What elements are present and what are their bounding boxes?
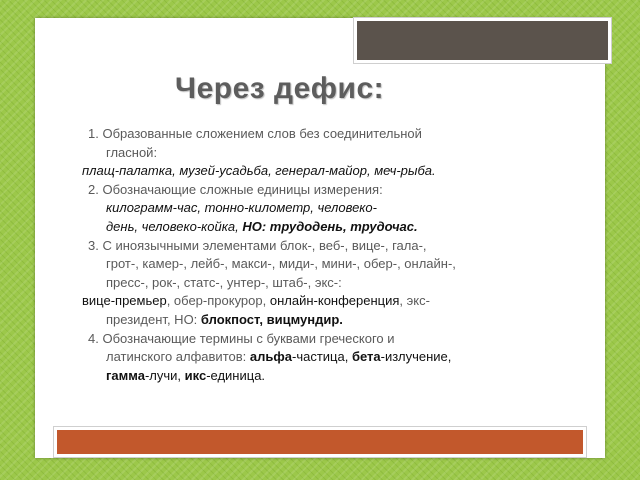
examples-line: килограмм-час, тонно-километр, человеко- <box>106 200 377 216</box>
example-word: икс <box>184 367 207 383</box>
example-word: -лучи, <box>144 367 185 383</box>
examples-line <box>88 218 558 237</box>
example-word: вице-премьер <box>82 293 167 309</box>
item-number: 4. <box>88 330 99 346</box>
example-word: -излучение, <box>380 349 452 365</box>
examples-line <box>88 367 558 386</box>
example-word: -частица, <box>291 349 352 365</box>
examples-line <box>82 292 558 311</box>
rules-list <box>82 125 558 385</box>
example-sep: , экс- <box>399 293 430 309</box>
bottom-decor-bar <box>54 427 586 457</box>
list-item-3 <box>88 237 558 256</box>
exception-examples: НО: трудодень, трудочас. <box>242 218 418 234</box>
examples-line <box>88 311 558 330</box>
item-text-cont: пресс-, рок-, статс-, унтер-, штаб-, экс-: <box>106 274 342 290</box>
example-word: бета <box>351 349 381 365</box>
top-decor-bar <box>354 18 611 63</box>
item-number: 2. <box>88 181 99 197</box>
item-text: С иноязычными элементами блок-, веб-, вице-, гала-, <box>102 237 427 253</box>
examples: день, человеко-койка, <box>106 218 239 234</box>
example-word: президент <box>106 311 167 327</box>
item-text-cont: гласной: <box>106 144 158 160</box>
item-text-cont <box>88 348 558 367</box>
list-item-4 <box>88 330 558 349</box>
list-item-1 <box>88 125 558 144</box>
list-item-2 <box>88 181 558 200</box>
examples-line: плащ-палатка, музей-усадьба, генерал-майор, меч-рыба. <box>82 163 436 179</box>
example-sep: , обер-прокурор, <box>166 293 270 309</box>
item-number: 3. <box>88 237 99 253</box>
example-word: онлайн-конференция <box>269 293 400 309</box>
example-word: -единица. <box>206 367 266 383</box>
example-word: гамма <box>106 367 145 383</box>
item-number: 1. <box>88 126 99 141</box>
item-text: Обозначающие сложные единицы измерения: <box>102 181 383 197</box>
item-text: Образованные сложением слов без соединительной <box>102 126 422 141</box>
exception-label: , НО: <box>166 311 201 327</box>
item-text: Обозначающие термины с буквами греческого и <box>102 330 395 346</box>
exception-examples: блокпост, вицмундир. <box>200 311 343 327</box>
item-text: латинского алфавитов: <box>106 349 247 365</box>
slide-title: Через дефис: <box>175 72 385 105</box>
item-text-cont: грот-, камер-, лейб-, макси-, миди-, мини-, обер-, онлайн-, <box>106 256 456 272</box>
example-word: альфа <box>249 349 292 365</box>
